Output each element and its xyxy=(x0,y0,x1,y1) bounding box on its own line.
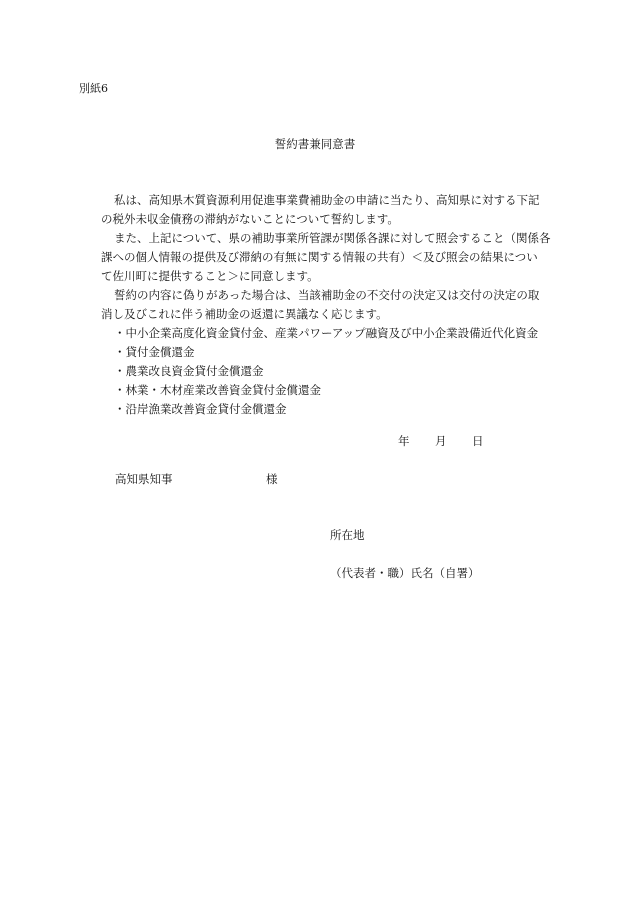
date-line xyxy=(398,433,484,449)
form-number: 別紙6 xyxy=(79,82,108,95)
date-year-label: 年 xyxy=(398,434,410,448)
body-line: 誓約の内容に偽りがあった場合は、当該補助金の不交付の決定又は交付の決定の取 xyxy=(114,288,540,302)
document-title: 誓約書兼同意書 xyxy=(274,137,356,151)
date-month-label: 月 xyxy=(435,434,447,448)
body-line: の税外未収金債務の滞納がないことについて誓約します。 xyxy=(101,212,399,226)
address-label: 所在地 xyxy=(330,528,365,542)
body-line: また、上記について、県の補助事業所管課が関係各課に対して照会すること（関係各 xyxy=(114,231,551,245)
addressee-honorific: 様 xyxy=(266,472,278,486)
debt-list-item: ・沿岸漁業改善資金貸付金償還金 xyxy=(114,402,287,416)
body-line: て佐川町に提供すること＞に同意します。 xyxy=(101,269,319,283)
body-line: 課への個人情報の提供及び滞納の有無に関する情報の共有）＜及び照会の結果につい xyxy=(101,250,538,264)
signature-label: （代表者・職）氏名（自署） xyxy=(330,566,480,580)
debt-list-item: ・林業・木材産業改善資金貸付金償還金 xyxy=(114,383,321,397)
body-line: 私は、高知県木質資源利用促進事業費補助金の申請に当たり、高知県に対する下記 xyxy=(114,193,540,207)
document-body xyxy=(101,191,556,419)
debt-list-item: ・貸付金償還金 xyxy=(114,345,195,359)
debt-list-item: ・農業改良資金貸付金償還金 xyxy=(114,364,264,378)
addressee-name: 高知県知事 xyxy=(115,472,173,486)
debt-list-item: ・中小企業高度化資金貸付金、産業パワーアップ融資及び中小企業設備近代化資金 xyxy=(114,326,539,340)
date-day-label: 日 xyxy=(472,434,484,448)
body-line: 消し及びこれに伴う補助金の返還に異議なく応じます。 xyxy=(101,307,388,321)
